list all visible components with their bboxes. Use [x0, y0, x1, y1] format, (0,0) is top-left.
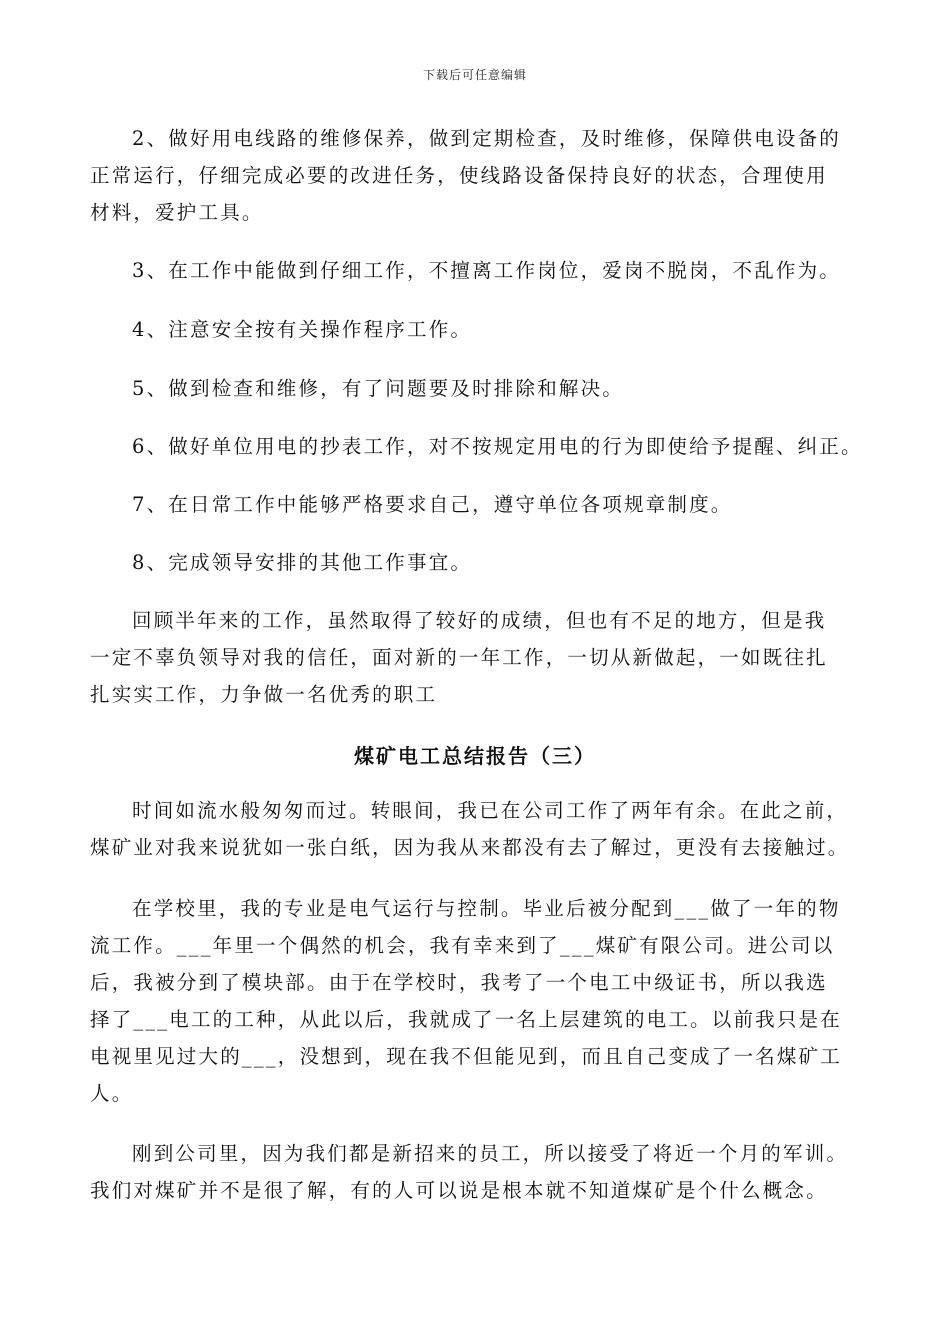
text-line: 煤矿业对我来说犹如一张白纸，因为我从来都没有去了解过，更没有去接触过。: [90, 836, 850, 859]
text-line: 择了___电工的工种，从此以后，我就成了一名上层建筑的电工。以前我只是在: [90, 1008, 842, 1031]
list-item-7: [90, 486, 880, 523]
section-paragraph-2: [90, 890, 880, 1112]
list-item-5: [90, 370, 880, 407]
page-header: 下载后可任意编辑: [422, 68, 527, 82]
text-line: 我们对煤矿并不是很了解，有的人可以说是根本就不知道煤矿是个什么概念。: [90, 1179, 828, 1202]
text-line: 7、在日常工作中能够严格要求自己，遵守单位各项规章制度。: [132, 493, 733, 516]
text-line: 时间如流水般匆匆而过。转眼间，我已在公司工作了两年有余。在此之前，: [132, 799, 849, 822]
text-line: 8、完成领导安排的其他工作事宜。: [132, 551, 473, 574]
text-line: 3、在工作中能做到仔细工作，不擅离工作岗位，爱岗不脱岗，不乱作为。: [132, 259, 842, 282]
list-item-4: [90, 311, 880, 348]
text-line: 6、做好单位用电的抄表工作，对不按规定用电的行为即使给予提醒、纠正。: [132, 435, 863, 458]
text-line: 4、注意安全按有关操作程序工作。: [132, 318, 473, 341]
list-item-6: [90, 428, 880, 465]
text-line: 5、做到检查和维修，有了问题要及时排除和解决。: [132, 377, 625, 400]
text-line: 刚到公司里，因为我们都是新招来的员工，所以接受了将近一个月的军训。: [132, 1142, 849, 1165]
list-item-3: [90, 252, 880, 289]
text-line: 在学校里，我的专业是电气运行与控制。毕业后被分配到___做了一年的物: [132, 897, 841, 920]
text-line: 电视里见过大的___，没想到，现在我不但能见到，而且自己变成了一名煤矿工: [90, 1045, 842, 1068]
text-line: 人。: [90, 1082, 134, 1105]
list-item-8: [90, 544, 880, 581]
text-line: 后，我被分到了模块部。由于在学校时，我考了一个电工中级证书，所以我选: [90, 971, 828, 994]
review-paragraph: [90, 602, 880, 713]
text-line: 扎实实工作，力争做一名优秀的职工: [90, 683, 438, 706]
section-title: 煤矿电工总结报告（三）: [354, 744, 596, 768]
text-line: 流工作。___年里一个偶然的机会，我有幸来到了___煤矿有限公司。进公司以: [90, 934, 835, 957]
text-line: 2、做好用电线路的维修保养，做到定期检查，及时维修，保障供电设备的: [132, 127, 842, 150]
text-line: 回顾半年来的工作，虽然取得了较好的成绩，但也有不足的地方，但是我: [132, 609, 827, 632]
text-line: 正常运行，仔细完成必要的改进任务，使线路设备保持良好的状态，合理使用: [90, 164, 828, 187]
text-line: 材料，爱护工具。: [90, 201, 264, 224]
section-paragraph-1: [90, 792, 880, 866]
section-paragraph-3: [90, 1135, 880, 1209]
text-line: 一定不辜负领导对我的信任，面对新的一年工作，一切从新做起，一如既往扎: [90, 646, 828, 669]
list-item-2: [90, 120, 880, 231]
